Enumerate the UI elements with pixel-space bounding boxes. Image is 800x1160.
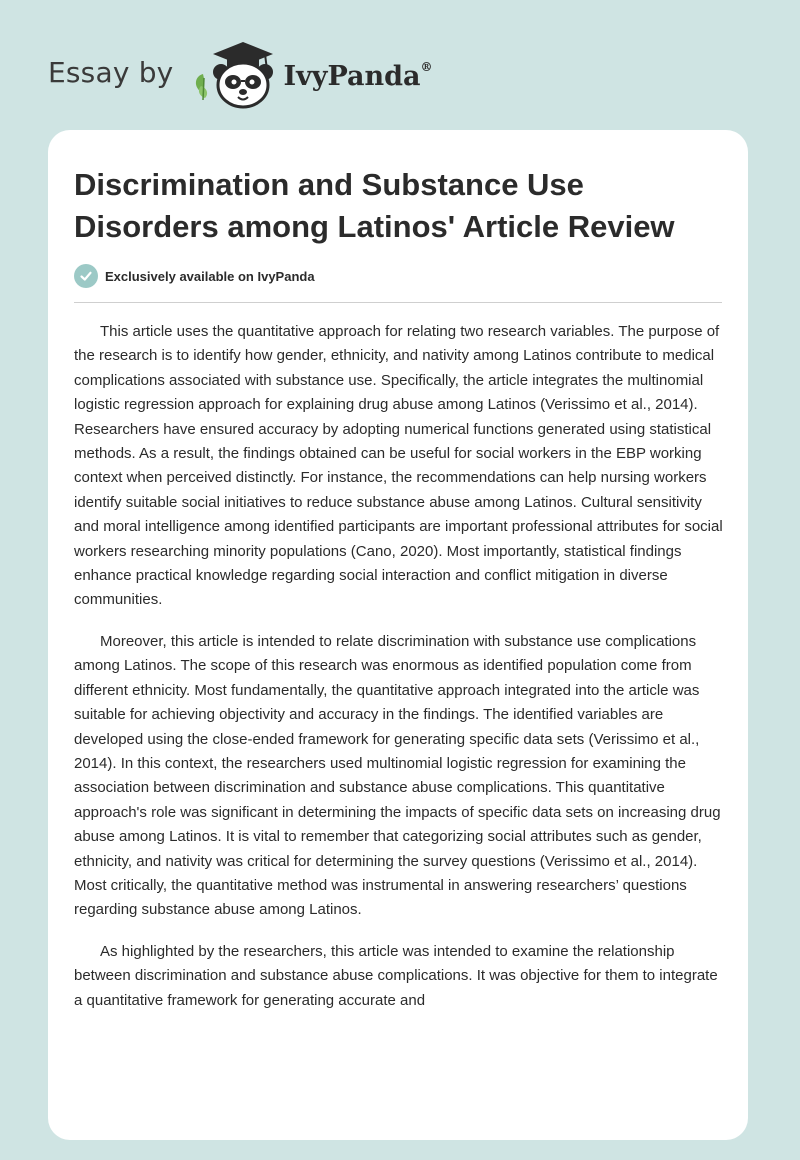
article-body [74, 320, 724, 1030]
brand-name[interactable] [283, 61, 432, 92]
paragraph: Moreover, this article is intended to relate discrimination with substance use complications among Latinos. The scope of this research was enormous as identified population come from different ethnicity. Most fundamentally, the quantitative approach integrated into the article was suitable for achieving objectivity and accuracy in the findings. The identified variables are developed using the close-ended framework for generating specific data sets (Verissimo et al., 2014). In this context, the researchers used multinomial logistic regression for examining the association between discrimination and substance abuse complications. This quantitative approach's role was significant in determining the impacts of specific data sets on increasing drug abuse among Latinos. It is vital to remember that categorizing social attributes such as gender, ethnicity, and nativity was critical for determining the survey questions (Verissimo et al., 2014). Most critically, the quantitative method was instrumental in answering researchers’ questions regarding substance abuse among Latinos. [74, 632, 721, 919]
article-title: Discrimination and Substance Use Disorders among Latinos' Article Review [74, 167, 675, 244]
paragraph: As highlighted by the researchers, this article was intended to examine the relationship between discrimination and substance abuse complications. It was objective for them to integrate a quantitative framework for generating accurate and [74, 942, 718, 1009]
paragraph: This article uses the quantitative approach for relating two research variables. The purpose of the research is to identify how gender, ethnicity, and nativity among Latinos contribute to medical complications associated with substance use. Specifically, the article integrates the multinomial logistic regression approach for explaining drug abuse among Latinos (Verissimo et al., 2014). Researchers have ensured accuracy by adopting numerical functions generated using statistical methods. As a result, the findings obtained can be useful for social workers in the EBP working context when perceived distinctly. For instance, the recommendations can help nursing workers identify suitable social initiatives to reduce substance abuse among Latinos. Cultural sensitivity and moral intelligence among identified participants are important professional attributes for social workers researching minority populations (Cano, 2020). Most importantly, statistical findings enhance practical knowledge regarding social interaction and conflict mitigation in diverse communities. [74, 323, 723, 609]
article-card [48, 130, 748, 1140]
panda-graduate-icon[interactable] [191, 38, 277, 110]
exclusive-badge [74, 264, 315, 288]
essay-by-label: Essay by [48, 55, 174, 89]
registered-mark: ® [420, 59, 433, 74]
divider [74, 302, 722, 303]
check-icon [74, 264, 98, 288]
exclusive-label: Exclusively available on IvyPanda [105, 268, 315, 284]
site-header [48, 36, 433, 112]
brand-label: IvyPanda [283, 60, 421, 92]
